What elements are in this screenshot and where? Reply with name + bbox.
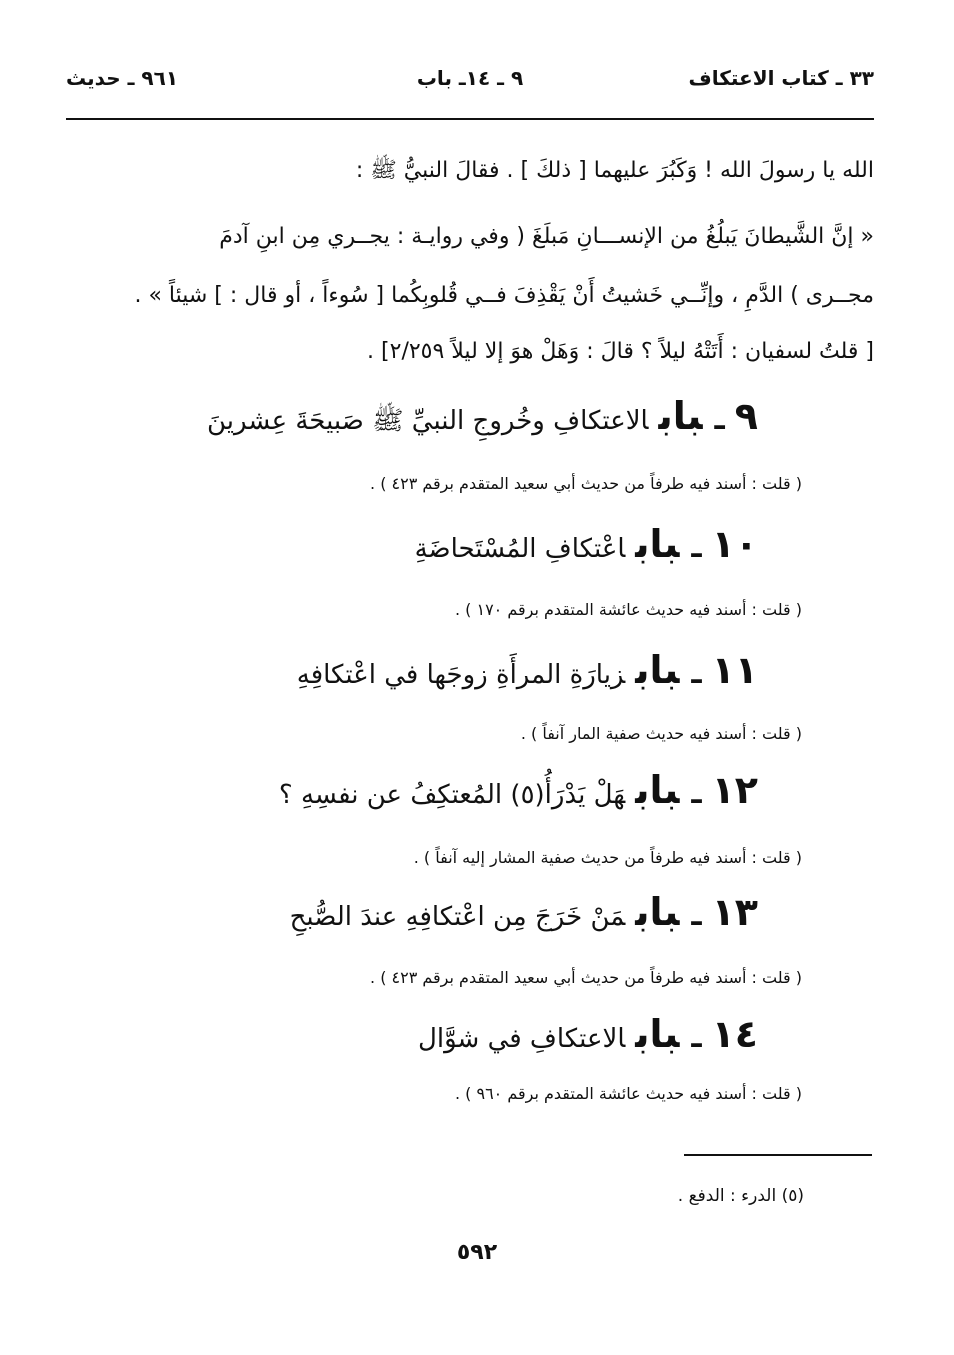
chapter-bab: باب	[635, 648, 680, 692]
chapter-title: اعْتكافِ المُسْتَحاضَةِ	[414, 534, 626, 564]
chapter-number: ٩	[734, 394, 758, 438]
chapter-heading-10	[415, 522, 758, 566]
chapter-bab: باب	[635, 522, 680, 566]
chapter-note: ( قلت : أسند فيه طرفاً من حديث أبي سعيد المتقدم برقم ٤٢٣ ) .	[370, 474, 802, 493]
header-rule	[66, 118, 874, 120]
footnote-rule	[684, 1154, 872, 1156]
chapter-number: ١٢	[711, 768, 758, 812]
chapter-title: زيارَةِ المرأَةِ زوجَها في اعْتكافِهِ	[296, 660, 626, 690]
chapter-dash: ـ	[691, 656, 702, 691]
running-header	[66, 66, 874, 106]
chapter-note: ( قلت : أسند فيه طرفاً من حديث أبي سعيد المتقدم برقم ٤٢٣ ) .	[370, 968, 802, 987]
chapter-heading-14	[418, 1012, 758, 1056]
text-line: [ قلتُ لسفيان : أَتَتْهُ ليلاً ؟ قالَ : وَهَلْ هوَ إلا ليلاً ٢/٢٥٩] .	[367, 339, 874, 364]
chapter-dash: ـ	[714, 402, 725, 437]
chapter-dash: ـ	[691, 1020, 702, 1055]
chapter-title: هَلْ يَدْرَأُ(٥) المُعتكِفُ عن نفسِهِ ؟	[278, 780, 626, 810]
chapter-title: الاعتكافِ في شوَّال	[417, 1024, 626, 1054]
text-line: « إنَّ الشَّيطانَ يَبلُغُ من الإنســـانِ مَبلَغَ ( وفي روايـة : يجــري مِن ابنِ آدمَ	[219, 224, 874, 249]
chapter-note: ( قلت : أسند فيه حديث عائشة المتقدم برقم ٩٦٠ ) .	[454, 1084, 802, 1103]
chapter-dash: ـ	[691, 530, 702, 565]
chapter-note: ( قلت : أسند فيه حديث صفية المار آنفاً ) .	[520, 724, 802, 743]
chapter-number: ١٤	[711, 1012, 758, 1056]
chapter-title: مَنْ خَرَجَ مِن اعْتكافِهِ عندَ الصُّبحِ	[289, 902, 626, 932]
chapter-heading-9	[207, 394, 758, 442]
header-book-title: ٣٣ ـ كتاب الاعتكاف	[688, 66, 874, 90]
chapter-bab: باب	[635, 768, 680, 812]
chapter-note: ( قلت : أسند فيه حديث عائشة المتقدم برقم ١٧٠ ) .	[454, 600, 802, 619]
chapter-bab: باب	[635, 890, 680, 934]
chapter-number: ١٣	[711, 890, 758, 934]
header-chapter-range: ٩ ـ ١٤ـ باب	[416, 66, 524, 90]
chapter-heading-12	[279, 768, 758, 812]
chapter-note: ( قلت : أسند فيه طرفاً من حديث صفية المشار إليه آنفاً ) .	[413, 848, 802, 867]
text-line: الله يا رسولَ الله ! وَكَبُرَ عليهما [ ذلكَ ] . فقالَ النبيُّ ﷺ :	[355, 158, 874, 183]
chapter-bab: باب	[635, 1012, 680, 1056]
chapter-dash: ـ	[691, 898, 702, 933]
text-line: مجــرى ) الدَّمِ ، وإنِّــي خَشيتُ أَنْ يَقْذِفَ فــي قُلوبِكُما [ سُوءاً ، أو قال : ] شيئاً » .	[134, 283, 874, 308]
footnote: (٥) الدرء : الدفع .	[677, 1186, 804, 1206]
header-hadith-number: ٩٦١ ـ حديث	[66, 66, 179, 90]
chapter-heading-11	[297, 648, 758, 692]
chapter-dash: ـ	[691, 776, 702, 811]
chapter-bab: باب	[658, 394, 703, 438]
chapter-number: ١٠	[711, 522, 758, 566]
chapter-number: ١١	[711, 648, 758, 692]
page-number: ٥٩٢	[456, 1240, 498, 1265]
chapter-heading-13	[290, 890, 758, 934]
chapter-title: الاعتكافِ وخُروجِ النبيِّ ﷺ صَبيحَةَ عِشرينَ	[207, 406, 649, 436]
